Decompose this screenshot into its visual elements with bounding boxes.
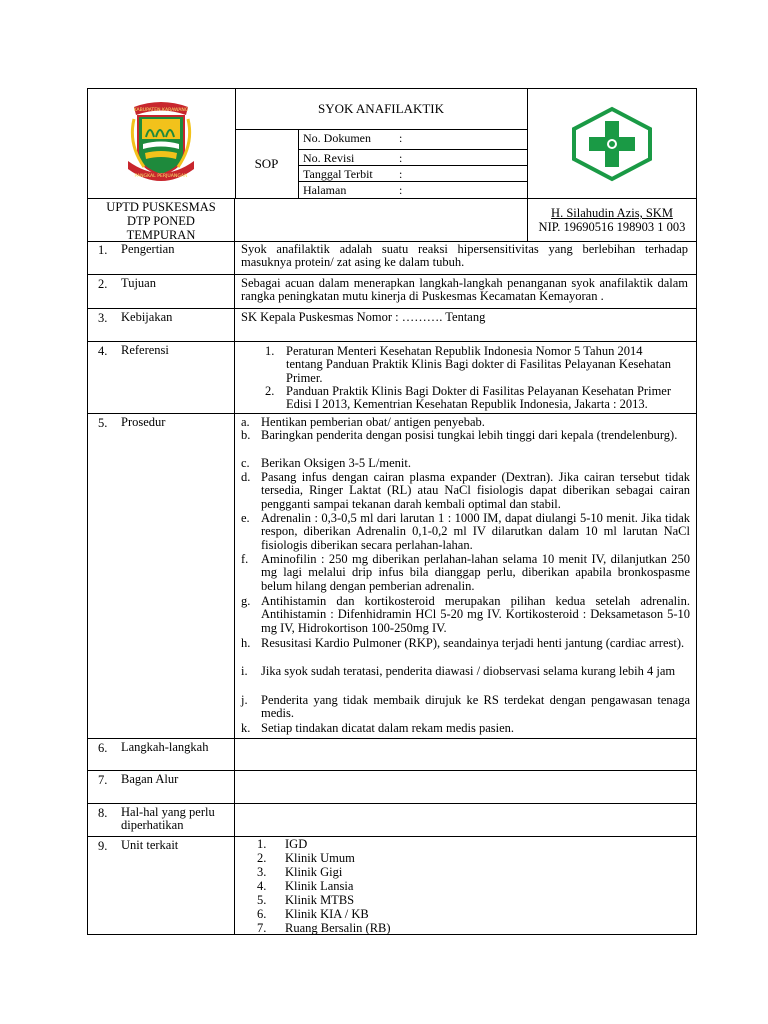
signatory xyxy=(528,198,696,241)
unit-item: 2. Klinik Umum xyxy=(257,851,355,865)
pengertian-text: Syok anafilaktik adalah suatu reaksi hipersensitivitas yang berlebihan terhadap masuknya protein/ zat asing ke dalam tubuh. xyxy=(241,242,688,270)
signatory-name: H. Silahudin Azis, SKM xyxy=(551,206,673,220)
unit-item: 1. IGD xyxy=(257,837,308,851)
unit-item: 6. Klinik KIA / KB xyxy=(257,907,369,921)
row-referensi: 4. Referensi 1. Peraturan Menteri Kesehatan Republik Indonesia Nomor 5 Tahun 2014 tentang Panduan Praktik Klinis Bagi dokter di Fasilitas Pelayanan Kesehatan Primer. 2. Panduan Praktik Klinis Bagi Dokter di Fasilitas Pelayanan Kesehatan Primer Edisi I 2013, Kementrian Kesehatan Republik Indonesia, Jakarta : 2013. xyxy=(88,342,696,414)
sop-label: SOP xyxy=(235,130,299,198)
title-cell xyxy=(235,89,528,198)
sop-body-table xyxy=(87,241,697,935)
logo-bottom-text: PANGKAL PERJUANGAN xyxy=(134,174,188,179)
karawang-logo-cell xyxy=(88,89,236,198)
unit-item: 5. Klinik MTBS xyxy=(257,893,355,907)
field-no-revisi: No. Revisi : xyxy=(299,150,527,166)
row-langkah-langkah: 6. Langkah-langkah xyxy=(88,739,696,771)
signatory-nip: NIP. 19690516 198903 1 003 xyxy=(538,220,686,234)
org-band xyxy=(87,198,697,242)
logo-top-text: KABUPATEN KARAWANG xyxy=(133,108,189,113)
kebijakan-text: SK Kepala Puskesmas Nomor : ………. Tentang xyxy=(241,310,486,324)
puskesmas-logo-cell xyxy=(528,89,696,198)
header-table xyxy=(87,88,697,199)
blank-cell xyxy=(235,198,528,241)
field-halaman: Halaman : xyxy=(303,183,403,197)
document-fields xyxy=(299,130,527,198)
row-prosedur: 5. Prosedur a. Hentikan pemberian obat/ antigen penyebab. b. Baringkan penderita dengan posisi tungkai lebih tinggi dari kepala (trendelenburg). c. Berikan Oksigen 3-5 L/menit. d. Pasang infus dengan cairan plasma expander (Dextran). Jika cairan tersebut tidak tersedia, Ringer Laktat (RL) atau NaCl fisiologis dapat diberikan sebagai cairan pengganti sampai tekanan darah kembali optimal dan stabil. e. Adrenalin : 0,3-0,5 ml dari larutan 1 : 1000 IM, dapat diulangi 5-10 menit. Jika tidak respon, diberikan Adrenalin 0,1-0,2 ml IV dilarutkan dalam 10 ml larutan NaCl fisiologis diberikan secara perlahan-lahan. f. Aminofilin : 250 mg diberikan perlahan-lahan selama 10 menit IV, dilanjutkan 250 mg lagi melalui drip infus bila dianggap perlu, diberikan apabila bronkospasme belum hilang dengan pemberian adrenalin. g. Antihistamin dan kortikosteroid merupakan pilihan kedua setelah adrenalin. Antihistamin : Difenhidramin HCl 5-20 mg IV. Kortikosteroid : Deksametason 5-10 mg IV, Hidrokortison 100-250mg IV. h. Resusitasi Kardio Pulmoner (RKP), seandainya terjadi henti jantung (cardiac arrest). i. Jika syok sudah teratasi, penderita diawasi / diobservasi selama kurang lebih 4 jam j. Penderita yang tidak membaik dirujuk ke RS terdekat dengan pengawasan tenaga medis. k. Setiap tindakan dicatat dalam rekam medis pasien. xyxy=(88,414,696,739)
document-title: SYOK ANAFILAKTIK xyxy=(235,89,527,130)
field-tanggal-terbit: Tanggal Terbit : xyxy=(299,166,527,182)
puskesmas-cross-logo xyxy=(528,89,696,198)
row-kebijakan: 3. Kebijakan SK Kepala Puskesmas Nomor : ………. Tentang xyxy=(88,309,696,342)
organization-name: UPTD PUSKESMAS DTP PONED TEMPURAN xyxy=(88,198,235,241)
tujuan-text: Sebagai acuan dalam menerapkan langkah-langkah penanganan syok anafilaktik dalam rangka peningkatan mutu kinerja di Puskesmas Kecamatan Kemayoran . xyxy=(241,276,688,304)
unit-item: 7. Ruang Bersalin (RB) xyxy=(257,921,391,935)
row-pengertian: 1. Pengertian Syok anafilaktik adalah suatu reaksi hipersensitivitas yang berlebihan terhadap masuknya protein/ zat asing ke dalam tubuh. xyxy=(88,241,696,275)
row-unit-terkait: 9. Unit terkait 1. IGD 2. Klinik Umum 3. Klinik Gigi 4. Klinik Lansia 5. Klinik MTBS 6. Klinik KIA / KB 7. Ruang Bersalin (RB) xyxy=(88,837,696,934)
row-tujuan: 2. Tujuan Sebagai acuan dalam menerapkan langkah-langkah penanganan syok anafilaktik dalam rangka peningkatan mutu kinerja di Puskesmas Kecamatan Kemayoran . xyxy=(88,275,696,309)
unit-item: 3. Klinik Gigi xyxy=(257,865,343,879)
field-no-dokumen: No. Dokumen : xyxy=(299,130,527,150)
row-bagan-alur: 7. Bagan Alur xyxy=(88,771,696,804)
unit-item: 4. Klinik Lansia xyxy=(257,879,354,893)
karawang-shield-logo xyxy=(88,89,235,198)
row-hal-hal: 8. Hal-hal yang perlu diperhatikan xyxy=(88,804,696,837)
